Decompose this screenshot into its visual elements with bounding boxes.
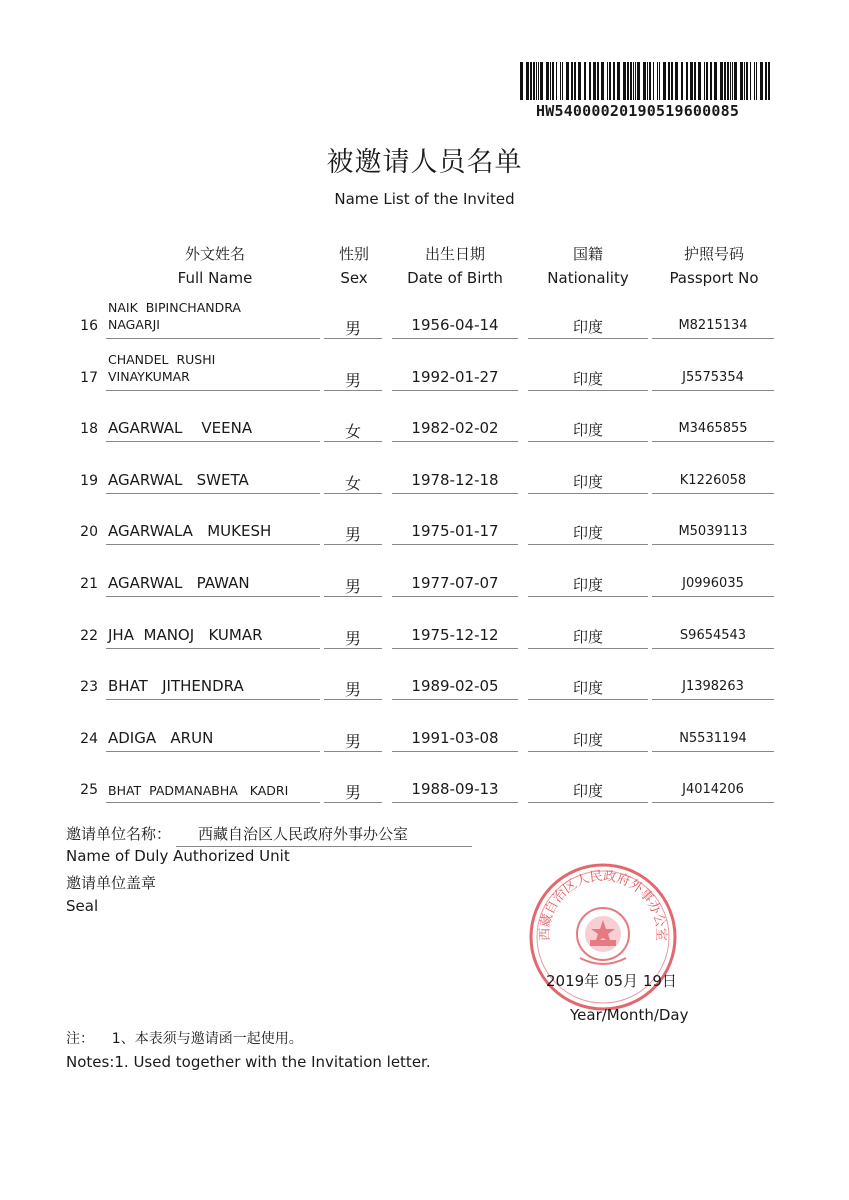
full-name-line2: NAGARJI	[108, 317, 160, 332]
row-number: 25	[80, 782, 98, 799]
header-full-name	[140, 242, 290, 290]
dob-value: 1956-04-14	[411, 316, 499, 334]
sex-underline	[324, 802, 382, 803]
sex-value: 男	[344, 319, 361, 338]
barcode-bar	[597, 62, 599, 100]
name-underline	[106, 338, 320, 339]
dob-value: 1982-02-02	[411, 419, 499, 438]
header-sex-zh: 性别	[338, 245, 369, 263]
dob-value: 1989-02-05	[411, 677, 499, 696]
barcode-bar	[744, 62, 745, 100]
full-name-line1: CHANDEL RUSHI	[108, 351, 216, 367]
name-underline	[106, 699, 320, 700]
barcode-bar	[546, 62, 549, 100]
barcode-bar	[750, 62, 751, 100]
sex-value: 男	[344, 577, 361, 596]
barcode-bar	[560, 62, 561, 100]
full-name: AGARWAL VEENA	[108, 419, 253, 438]
nationality-value: 印度	[572, 627, 603, 646]
row-number: 19	[80, 472, 98, 489]
sex-underline	[324, 699, 382, 700]
dob-value: 1992-01-27	[411, 367, 499, 386]
barcode-bar	[675, 62, 678, 100]
header-pp-en: Passport No	[669, 269, 759, 287]
barcode-bar	[574, 62, 576, 100]
sex-value: 男	[344, 525, 361, 545]
date-year: 2019年	[546, 972, 600, 990]
passport-underline	[652, 802, 774, 803]
barcode-bar	[552, 62, 554, 100]
passport-value: J5575354	[682, 369, 744, 385]
barcode-bar	[754, 62, 755, 100]
dob-underline	[392, 648, 518, 649]
barcode-bar	[571, 62, 573, 100]
barcode-bar	[671, 62, 673, 100]
header-dob-en: Date of Birth	[407, 269, 503, 287]
full-name	[108, 351, 320, 385]
full-name: JHA MANOJ KUMAR	[108, 625, 263, 644]
row-number: 21	[80, 576, 98, 592]
full-name: ADIGA ARUN	[108, 728, 214, 747]
unit-label-zh: 邀请单位名称：	[66, 825, 172, 843]
sex-underline	[324, 493, 382, 494]
nationality-underline	[528, 699, 648, 700]
header-nat-zh: 国籍	[572, 245, 603, 263]
passport-value: J4014206	[682, 782, 744, 798]
dob-value: 1988-09-13	[411, 780, 499, 799]
table-row	[0, 399, 849, 451]
barcode-bar	[617, 62, 620, 100]
dob-value: 1977-07-07	[411, 574, 499, 592]
issue-date	[546, 970, 677, 991]
nationality-value: 印度	[572, 782, 603, 801]
row-number: 17	[80, 369, 98, 386]
barcode-bar	[593, 62, 596, 100]
sex-value: 男	[344, 680, 361, 700]
nationality-value: 印度	[572, 318, 603, 336]
table-row	[0, 348, 849, 400]
dob-value: 1975-01-17	[411, 522, 499, 541]
barcode-bar	[520, 62, 523, 100]
barcode-bar	[627, 62, 629, 100]
dob-underline	[392, 596, 518, 597]
sex-underline	[324, 648, 382, 649]
name-underline	[106, 596, 320, 597]
nationality-value: 印度	[572, 576, 603, 594]
barcode-bar	[663, 62, 666, 100]
passport-underline	[652, 544, 774, 545]
note-zh: 注： 1、本表须与邀请函一起使用。	[66, 1031, 303, 1047]
barcode	[520, 62, 772, 100]
barcode-bar	[607, 62, 608, 100]
passport-value: S9654543	[679, 627, 747, 643]
nationality-underline	[528, 493, 648, 494]
header-passport	[654, 242, 774, 290]
table-row	[0, 760, 849, 812]
barcode-bar	[734, 62, 737, 100]
barcode-bar	[647, 62, 648, 100]
seal-text: 西藏自治区人民政府外事办公室	[537, 868, 669, 941]
full-name: BHAT JITHENDRA	[108, 677, 244, 696]
barcode-bar	[704, 62, 705, 100]
barcode-bar	[589, 62, 591, 100]
nationality-underline	[528, 596, 648, 597]
barcode-bar	[630, 62, 632, 100]
barcode-bar	[536, 62, 537, 100]
nationality-underline	[528, 802, 648, 803]
sex-underline	[324, 751, 382, 752]
name-underline	[106, 544, 320, 545]
barcode-bar	[756, 62, 757, 100]
date-label: Year/Month/Day	[570, 1006, 689, 1024]
sex-underline	[324, 441, 382, 442]
dob-value: 1975-12-12	[411, 625, 499, 644]
dob-value: 1991-03-08	[411, 728, 499, 747]
row-number: 24	[80, 730, 98, 747]
barcode-bar	[649, 62, 651, 100]
passport-value: J0996035	[682, 576, 744, 591]
barcode-bar	[714, 62, 717, 100]
barcode-bar	[657, 62, 658, 100]
barcode-bar	[690, 62, 693, 100]
sex-underline	[324, 338, 382, 339]
barcode-bar	[686, 62, 688, 100]
dob-underline	[392, 699, 518, 700]
passport-value: N5531194	[679, 730, 747, 746]
barcode-bar	[633, 62, 634, 100]
barcode-bar	[556, 62, 557, 100]
nationality-underline	[528, 441, 648, 442]
header-dob	[392, 242, 518, 290]
table-row	[0, 451, 849, 503]
dob-underline	[392, 441, 518, 442]
header-nat-en: Nationality	[547, 269, 629, 287]
passport-value: M3465855	[678, 421, 748, 437]
name-underline	[106, 390, 320, 391]
dob-value: 1978-12-18	[411, 470, 499, 489]
barcode-bar	[623, 62, 626, 100]
dob-underline	[392, 493, 518, 494]
sex-value: 女	[344, 422, 361, 442]
barcode-bar	[724, 62, 726, 100]
barcode-bar	[694, 62, 696, 100]
barcode-number: HW54000020190519600085	[536, 102, 740, 120]
passport-underline	[652, 390, 774, 391]
sex-value: 男	[344, 370, 361, 390]
barcode-bar	[637, 62, 640, 100]
barcode-bar	[727, 62, 729, 100]
header-pp-zh: 护照号码	[683, 245, 744, 263]
table-row	[0, 657, 849, 709]
name-underline	[106, 751, 320, 752]
full-name: BHAT PADMANABHA KADRI	[108, 783, 289, 799]
barcode-bar	[550, 62, 551, 100]
full-name: AGARWAL SWETA	[108, 470, 249, 489]
barcode-bar	[732, 62, 733, 100]
passport-underline	[652, 596, 774, 597]
barcode-bar	[526, 62, 529, 100]
barcode-bar	[760, 62, 763, 100]
barcode-bar	[540, 62, 543, 100]
row-number: 16	[80, 318, 98, 334]
barcode-bar	[740, 62, 743, 100]
barcode-bar	[635, 62, 636, 100]
nationality-value: 印度	[572, 524, 603, 543]
header-dob-zh: 出生日期	[424, 245, 485, 263]
table-row	[0, 502, 849, 554]
barcode-bar	[566, 62, 569, 100]
name-underline	[106, 802, 320, 803]
barcode-bar	[538, 62, 539, 100]
barcode-bar	[710, 62, 712, 100]
passport-underline	[652, 648, 774, 649]
passport-underline	[652, 699, 774, 700]
barcode-bar	[698, 62, 701, 100]
barcode-bar	[584, 62, 586, 100]
dob-underline	[392, 390, 518, 391]
sex-value: 男	[344, 731, 361, 751]
header-name-zh: 外文姓名	[184, 245, 245, 263]
passport-value: K1226058	[679, 472, 747, 488]
sex-value: 女	[344, 473, 361, 493]
barcode-bar	[653, 62, 654, 100]
header-sex-en: Sex	[340, 269, 368, 287]
name-underline	[106, 493, 320, 494]
sex-underline	[324, 544, 382, 545]
dob-underline	[392, 544, 518, 545]
note-en: Notes:1. Used together with the Invitation letter.	[66, 1053, 431, 1071]
date-day: 19日	[642, 972, 677, 990]
header-sex	[322, 242, 386, 290]
unit-name: 西藏自治区人民政府外事办公室	[198, 825, 409, 843]
passport-value: M8215134	[678, 318, 748, 333]
sex-underline	[324, 390, 382, 391]
full-name: AGARWALA MUKESH	[108, 522, 272, 541]
header-name-en: Full Name	[177, 269, 253, 287]
passport-value: M5039113	[678, 524, 748, 540]
barcode-bar	[765, 62, 767, 100]
passport-underline	[652, 493, 774, 494]
nationality-value: 印度	[572, 369, 603, 388]
nationality-underline	[528, 390, 648, 391]
table-row	[0, 606, 849, 658]
row-number: 18	[80, 421, 98, 438]
sex-underline	[324, 596, 382, 597]
sex-value: 男	[344, 628, 361, 648]
full-name-line2: VINAYKUMAR	[108, 368, 190, 384]
seal-label-zh: 邀请单位盖章	[66, 874, 157, 892]
table-row	[0, 296, 849, 348]
passport-underline	[652, 441, 774, 442]
full-name: AGARWAL PAWAN	[108, 574, 250, 592]
header-nationality	[530, 242, 646, 290]
unit-label-en: Name of Duly Authorized Unit	[66, 847, 290, 865]
nationality-value: 印度	[572, 679, 603, 698]
barcode-bar	[659, 62, 660, 100]
dob-underline	[392, 802, 518, 803]
barcode-bar	[706, 62, 708, 100]
name-underline	[106, 648, 320, 649]
nationality-value: 印度	[572, 421, 603, 440]
full-name-line1: NAIK BIPINCHANDRA	[108, 300, 241, 315]
national-emblem-icon	[577, 908, 629, 964]
date-month: 05月	[603, 972, 639, 990]
row-number: 20	[80, 524, 98, 541]
barcode-bar	[746, 62, 748, 100]
barcode-bar	[601, 62, 604, 100]
dob-underline	[392, 751, 518, 752]
sex-value: 男	[344, 783, 361, 803]
seal-label-en: Seal	[66, 897, 99, 915]
passport-underline	[652, 338, 774, 339]
nationality-underline	[528, 338, 648, 339]
barcode-bar	[609, 62, 611, 100]
barcode-bar	[562, 62, 563, 100]
full-name	[108, 299, 320, 333]
passport-underline	[652, 751, 774, 752]
passport-value: J1398263	[682, 679, 744, 695]
barcode-bar	[530, 62, 532, 100]
barcode-bar	[681, 62, 683, 100]
barcode-bar	[768, 62, 770, 100]
dob-underline	[392, 338, 518, 339]
barcode-bar	[613, 62, 615, 100]
nationality-value: 印度	[572, 730, 603, 749]
document-title-zh: 被邀请人员名单	[326, 147, 523, 178]
barcode-bar	[668, 62, 670, 100]
row-number: 23	[80, 679, 98, 696]
nationality-value: 印度	[572, 472, 603, 491]
barcode-bar	[578, 62, 581, 100]
document-title-en: Name List of the Invited	[334, 190, 515, 208]
nationality-underline	[528, 751, 648, 752]
table-row	[0, 554, 849, 606]
barcode-bar	[643, 62, 646, 100]
barcode-bar	[533, 62, 535, 100]
name-underline	[106, 441, 320, 442]
nationality-underline	[528, 544, 648, 545]
table-row	[0, 709, 849, 761]
row-number: 22	[80, 627, 98, 644]
barcode-bar	[730, 62, 731, 100]
nationality-underline	[528, 648, 648, 649]
barcode-bar	[720, 62, 723, 100]
